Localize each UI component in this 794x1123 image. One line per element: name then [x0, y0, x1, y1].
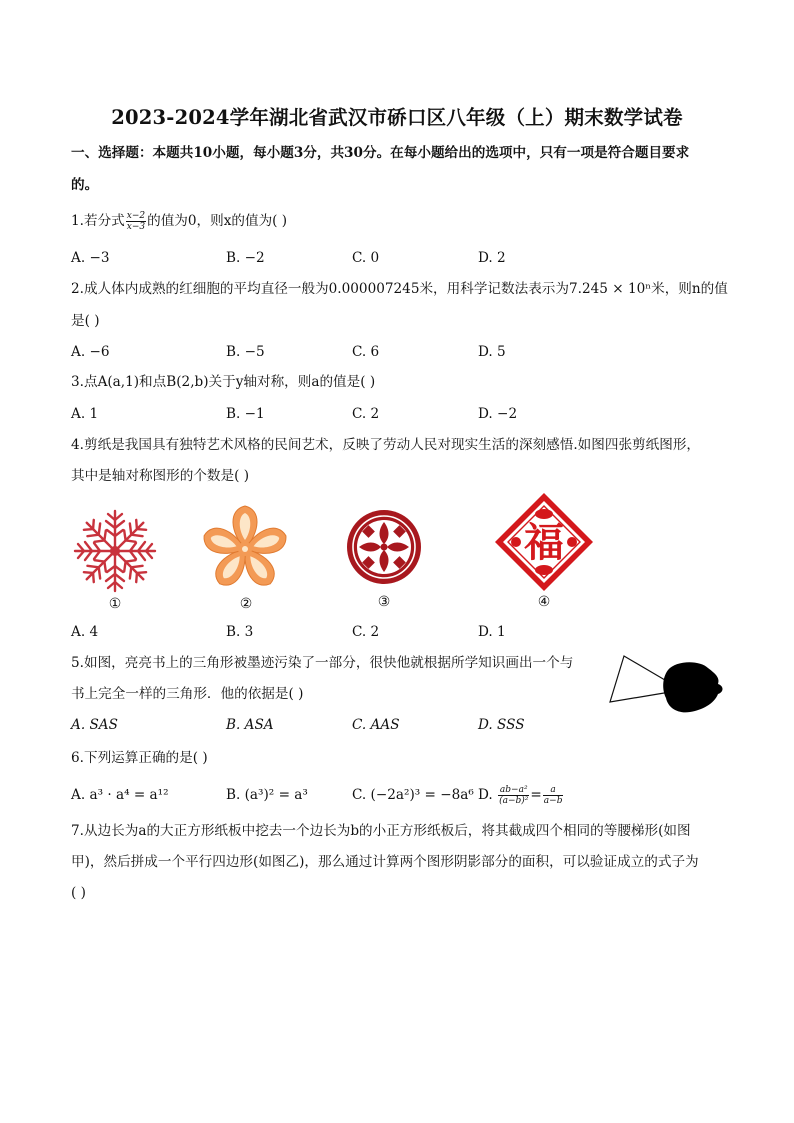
q5-option-d[interactable]: D. SSS	[478, 717, 525, 733]
q1-suffix: 的值为0，则x的值为( )	[147, 213, 288, 229]
paper-cut-figures	[60, 490, 620, 615]
q6-option-d-label: D.	[478, 787, 493, 803]
q4-option-d[interactable]: D. 1	[478, 624, 506, 640]
question-7-line3: ( )	[71, 885, 86, 901]
q3-option-b[interactable]: B. −1	[226, 406, 265, 422]
q6-d-frac2-den: a−b	[543, 796, 563, 806]
q1-fraction-num: x−2	[126, 211, 146, 221]
ink-blot	[663, 662, 722, 712]
figure-label-2: ②	[239, 596, 253, 612]
q2-options	[71, 342, 631, 362]
fu-diamond-figure	[492, 490, 596, 594]
q6-d-frac1-num: ab−a²	[499, 785, 528, 795]
q4-options	[71, 622, 631, 642]
question-4-line2: 其中是轴对称图形的个数是( )	[71, 468, 250, 484]
q5-options	[71, 715, 631, 735]
q5-option-b[interactable]: B. ASA	[226, 717, 274, 733]
fu-character: 福	[524, 520, 564, 566]
q1-option-c[interactable]: C. 0	[352, 250, 380, 266]
figure-label-3: ③	[377, 594, 391, 610]
question-2-line1: 2.成人体内成熟的红细胞的平均直径一般为0.000007245米，用科学记数法表示为7.245 × 10ⁿ米，则n的值	[71, 281, 728, 297]
q6-option-c[interactable]: C. (−2a²)³ = −8a⁶	[352, 787, 474, 803]
question-7-line2: 甲)，然后拼成一个平行四边形(如图乙)，那么通过计算两个图形阴影部分的面积，可以验证成立的式子为	[71, 854, 699, 870]
q6-option-b[interactable]: B. (a³)² = a³	[226, 787, 308, 803]
question-7-line1: 7.从边长为a的大正方形纸板中挖去一个边长为b的小正方形纸板后，将其截成四个相同的等腰梯形(如图	[71, 823, 691, 839]
q1-fraction-den: x−3	[126, 222, 146, 232]
snowflake-figure	[72, 508, 158, 594]
q1-option-a[interactable]: A. −3	[71, 250, 110, 266]
q2-option-b[interactable]: B. −5	[226, 344, 265, 360]
q6-option-d[interactable]	[478, 785, 564, 806]
round-papercut-figure	[345, 508, 423, 586]
question-2-line2: 是( )	[71, 313, 100, 329]
ink-stained-triangle-figure	[604, 652, 730, 722]
q2-option-a[interactable]: A. −6	[71, 344, 110, 360]
question-4-line1: 4.剪纸是我国具有独特艺术风格的民间艺术，反映了劳动人民对现实生活的深刻感悟.如图四张剪纸图形，	[71, 437, 701, 453]
q3-option-c[interactable]: C. 2	[352, 406, 380, 422]
q6-d-fraction-left	[498, 785, 529, 806]
q5-option-a[interactable]: A. SAS	[71, 717, 118, 733]
question-1	[71, 211, 287, 232]
q3-option-d[interactable]: D. −2	[478, 406, 518, 422]
q3-option-a[interactable]: A. 1	[71, 406, 99, 422]
q2-option-c[interactable]: C. 6	[352, 344, 380, 360]
q5-option-c[interactable]: C. AAS	[352, 717, 400, 733]
q4-option-b[interactable]: B. 3	[226, 624, 254, 640]
q6-option-a[interactable]: A. a³ · a⁴ = a¹²	[71, 787, 169, 803]
q1-option-d[interactable]: D. 2	[478, 250, 506, 266]
q1-fraction	[126, 211, 146, 232]
page-title: 2023-2024学年湖北省武汉市硚口区八年级（上）期末数学试卷	[111, 106, 683, 129]
q2-option-d[interactable]: D. 5	[478, 344, 506, 360]
question-3: 3.点A(a,1)和点B(2,b)关于y轴对称，则a的值是( )	[71, 374, 376, 390]
q4-option-a[interactable]: A. 4	[71, 624, 99, 640]
question-5-line1: 5.如图，亮亮书上的三角形被墨迹污染了一部分，很快他就根据所学知识画出一个与	[71, 655, 574, 671]
q1-prefix: 1.若分式	[71, 213, 125, 229]
q6-d-frac2-num: a	[543, 785, 564, 796]
q4-option-c[interactable]: C. 2	[352, 624, 380, 640]
section-instruction-line1: 一、选择题：本题共10小题，每小题3分，共30分。在每小题给出的选项中，只有一项是符合题目要求	[71, 145, 690, 161]
q6-d-frac1-den: (a−b)²	[499, 796, 529, 806]
q1-option-b[interactable]: B. −2	[226, 250, 265, 266]
flower-figure	[200, 502, 290, 596]
q3-options	[71, 404, 631, 424]
q6-d-equals: =	[530, 787, 542, 803]
q6-options	[71, 785, 631, 805]
question-6: 6.下列运算正确的是( )	[71, 750, 208, 766]
q1-options	[71, 248, 631, 268]
section-instruction-line2: 的。	[71, 177, 99, 193]
q6-d-fraction-right	[543, 785, 564, 806]
question-5-line2: 书上完全一样的三角形．他的依据是( )	[71, 686, 304, 702]
figure-label-1: ①	[108, 596, 122, 612]
figure-label-4: ④	[537, 594, 551, 610]
